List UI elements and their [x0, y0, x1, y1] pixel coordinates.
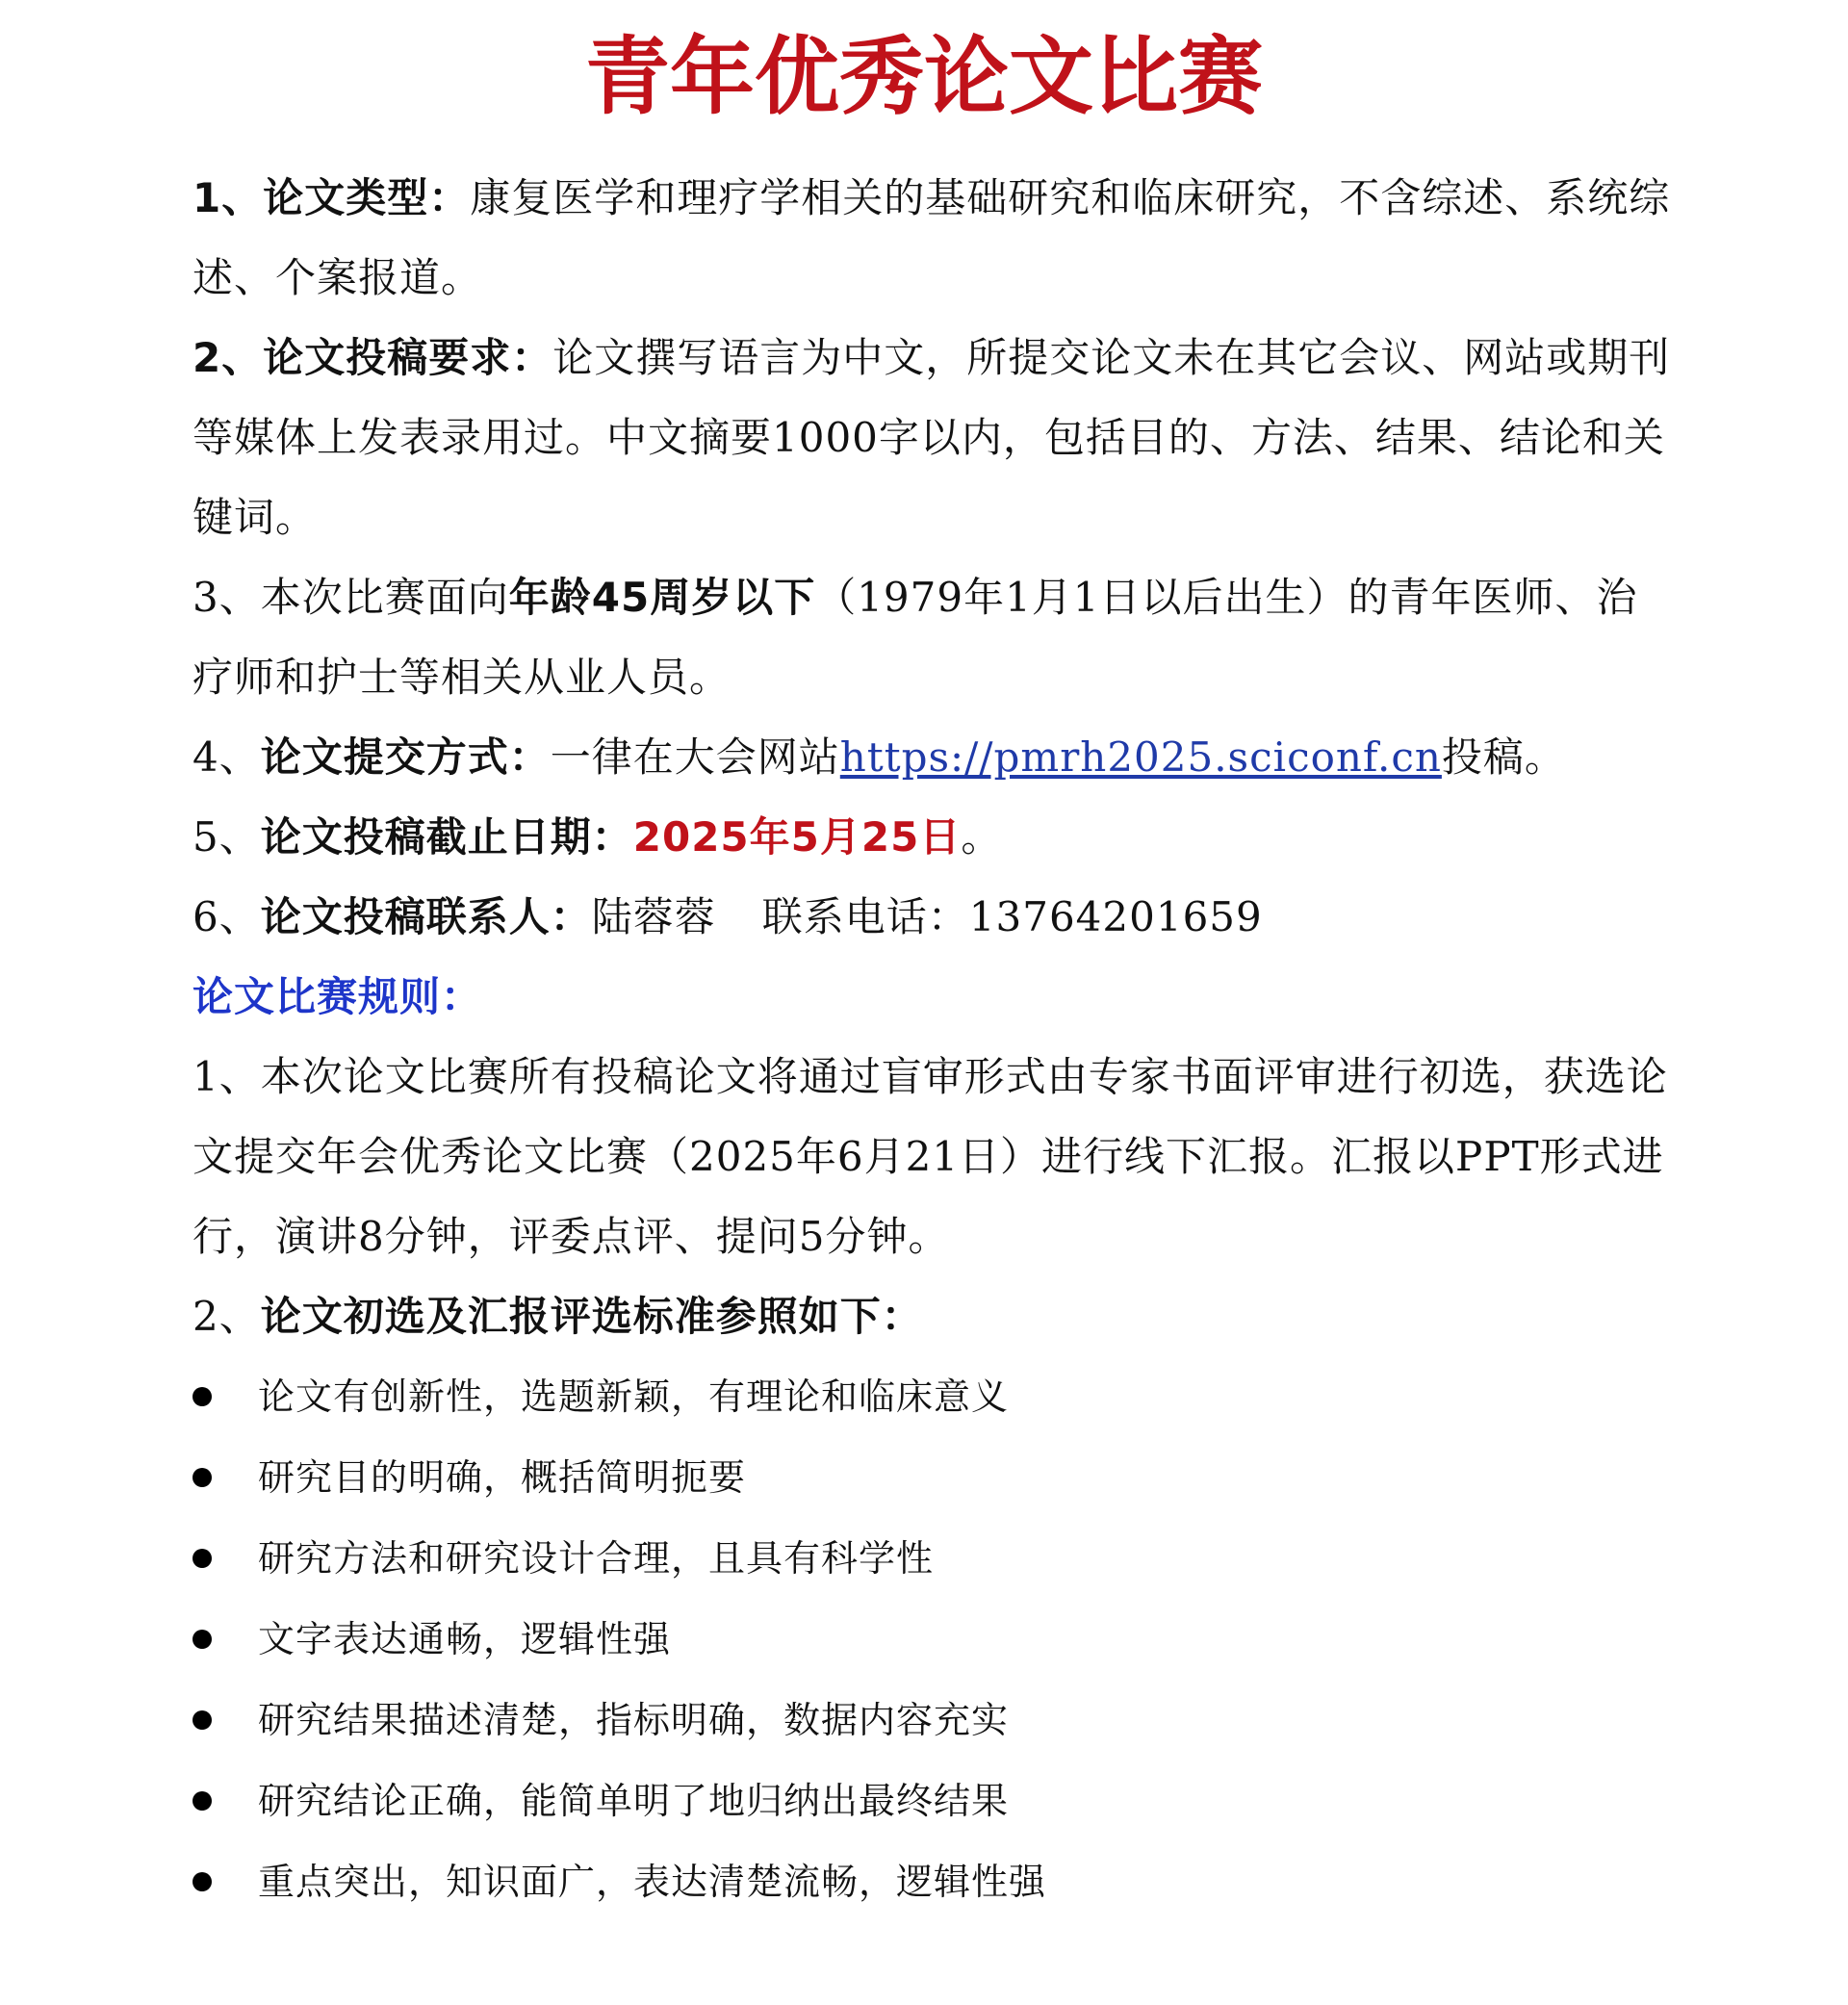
item-colon: ：: [428, 174, 471, 221]
item-label: 论文投稿联系人: [260, 893, 551, 940]
list-item: [192, 1761, 1675, 1841]
item-label: 论文类型: [263, 174, 429, 221]
criteria-text: 研究方法和研究设计合理，且具有科学性: [258, 1537, 935, 1580]
bullet-icon: [192, 1630, 212, 1649]
item-number: 3、: [192, 574, 261, 621]
item-number: 1、: [192, 1053, 261, 1100]
item-number: 1、: [192, 174, 264, 221]
item-colon: ：: [550, 893, 592, 940]
deadline-date: 2025年5月25日: [632, 813, 962, 861]
criteria-text: 文字表达通畅，逻辑性强: [258, 1618, 672, 1660]
item-text: 本次论文比赛所有投稿论文将通过盲审形式由专家书面评审进行初选，获选论文提交年会优秀论文比赛（2025年6月21日）进行线下汇报。汇报以PPT形式进行，演讲8分钟，评委点评、提问5分钟。: [192, 1053, 1668, 1260]
item-label: 论文提交方式: [260, 733, 509, 781]
item-submission-method: [192, 717, 1675, 797]
rule-criteria-heading: [192, 1276, 1675, 1356]
bullet-icon: [192, 1387, 212, 1406]
item-label: 论文投稿截止日期: [260, 813, 592, 861]
contact-name: 陆蓉蓉: [591, 893, 716, 940]
list-item: [192, 1518, 1675, 1599]
phone-number: 13764201659: [968, 893, 1263, 940]
item-label: 论文投稿要求: [263, 334, 512, 381]
list-item: [192, 1599, 1675, 1680]
item-label: 论文初选及汇报评选标准参照如下：: [260, 1293, 923, 1340]
document-body: [192, 158, 1675, 1922]
rule-preliminary-selection: [192, 1037, 1675, 1276]
item-deadline: [192, 797, 1675, 877]
item-contact: [192, 877, 1675, 957]
bullet-icon: [192, 1872, 212, 1891]
rules-heading: 论文比赛规则：: [192, 973, 483, 1020]
conference-website-link[interactable]: https://pmrh2025.sciconf.cn: [839, 733, 1442, 781]
item-number: 6、: [192, 893, 261, 940]
item-number: 2、: [192, 334, 264, 381]
list-item: [192, 1437, 1675, 1518]
item-eligibility: [192, 557, 1675, 717]
item-paper-type: [192, 158, 1675, 318]
item-colon: ：: [511, 334, 553, 381]
item-text-pre: 一律在大会网站: [550, 733, 840, 781]
item-text-post: 投稿。: [1441, 733, 1566, 781]
list-item: [192, 1841, 1675, 1922]
criteria-text: 研究结果描述清楚，指标明确，数据内容充实: [258, 1699, 1010, 1741]
item-colon: ：: [591, 813, 633, 861]
item-colon: ：: [508, 733, 551, 781]
page-title: 青年优秀论文比赛: [584, 27, 1263, 126]
item-number: 4、: [192, 733, 261, 781]
item-submission-requirements: [192, 318, 1675, 557]
bullet-icon: [192, 1468, 212, 1487]
criteria-text: 研究结论正确，能简单明了地归纳出最终结果: [258, 1780, 1010, 1822]
bullet-icon: [192, 1710, 212, 1730]
criteria-list: [192, 1356, 1675, 1922]
item-text-pre: 本次比赛面向: [260, 574, 509, 621]
phone-label: 联系电话：: [761, 893, 969, 940]
item-number: 5、: [192, 813, 261, 861]
criteria-text: 论文有创新性，选题新颖，有理论和临床意义: [258, 1375, 1010, 1418]
item-text-post: 。: [961, 813, 1003, 861]
item-text: 论文撰写语言为中文，所提交论文未在其它会议、网站或期刊等媒体上发表录用过。中文摘要1000字以内，包括目的、方法、结果、结论和关键词。: [192, 334, 1671, 541]
criteria-text: 重点突出，知识面广，表达清楚流畅，逻辑性强: [258, 1861, 1047, 1903]
bullet-icon: [192, 1791, 212, 1811]
item-number: 2、: [192, 1293, 261, 1340]
item-text: 康复医学和理疗学相关的基础研究和临床研究，不含综述、系统综述、个案报道。: [192, 174, 1671, 301]
criteria-text: 研究目的明确，概括简明扼要: [258, 1456, 747, 1499]
list-item: [192, 1680, 1675, 1761]
item-text-post: （1979年1月1日以后出生）的青年医师、治疗师和护士等相关从业人员。: [192, 574, 1638, 701]
bullet-icon: [192, 1549, 212, 1568]
age-limit: 年龄45周岁以下: [508, 574, 816, 621]
list-item: [192, 1356, 1675, 1437]
